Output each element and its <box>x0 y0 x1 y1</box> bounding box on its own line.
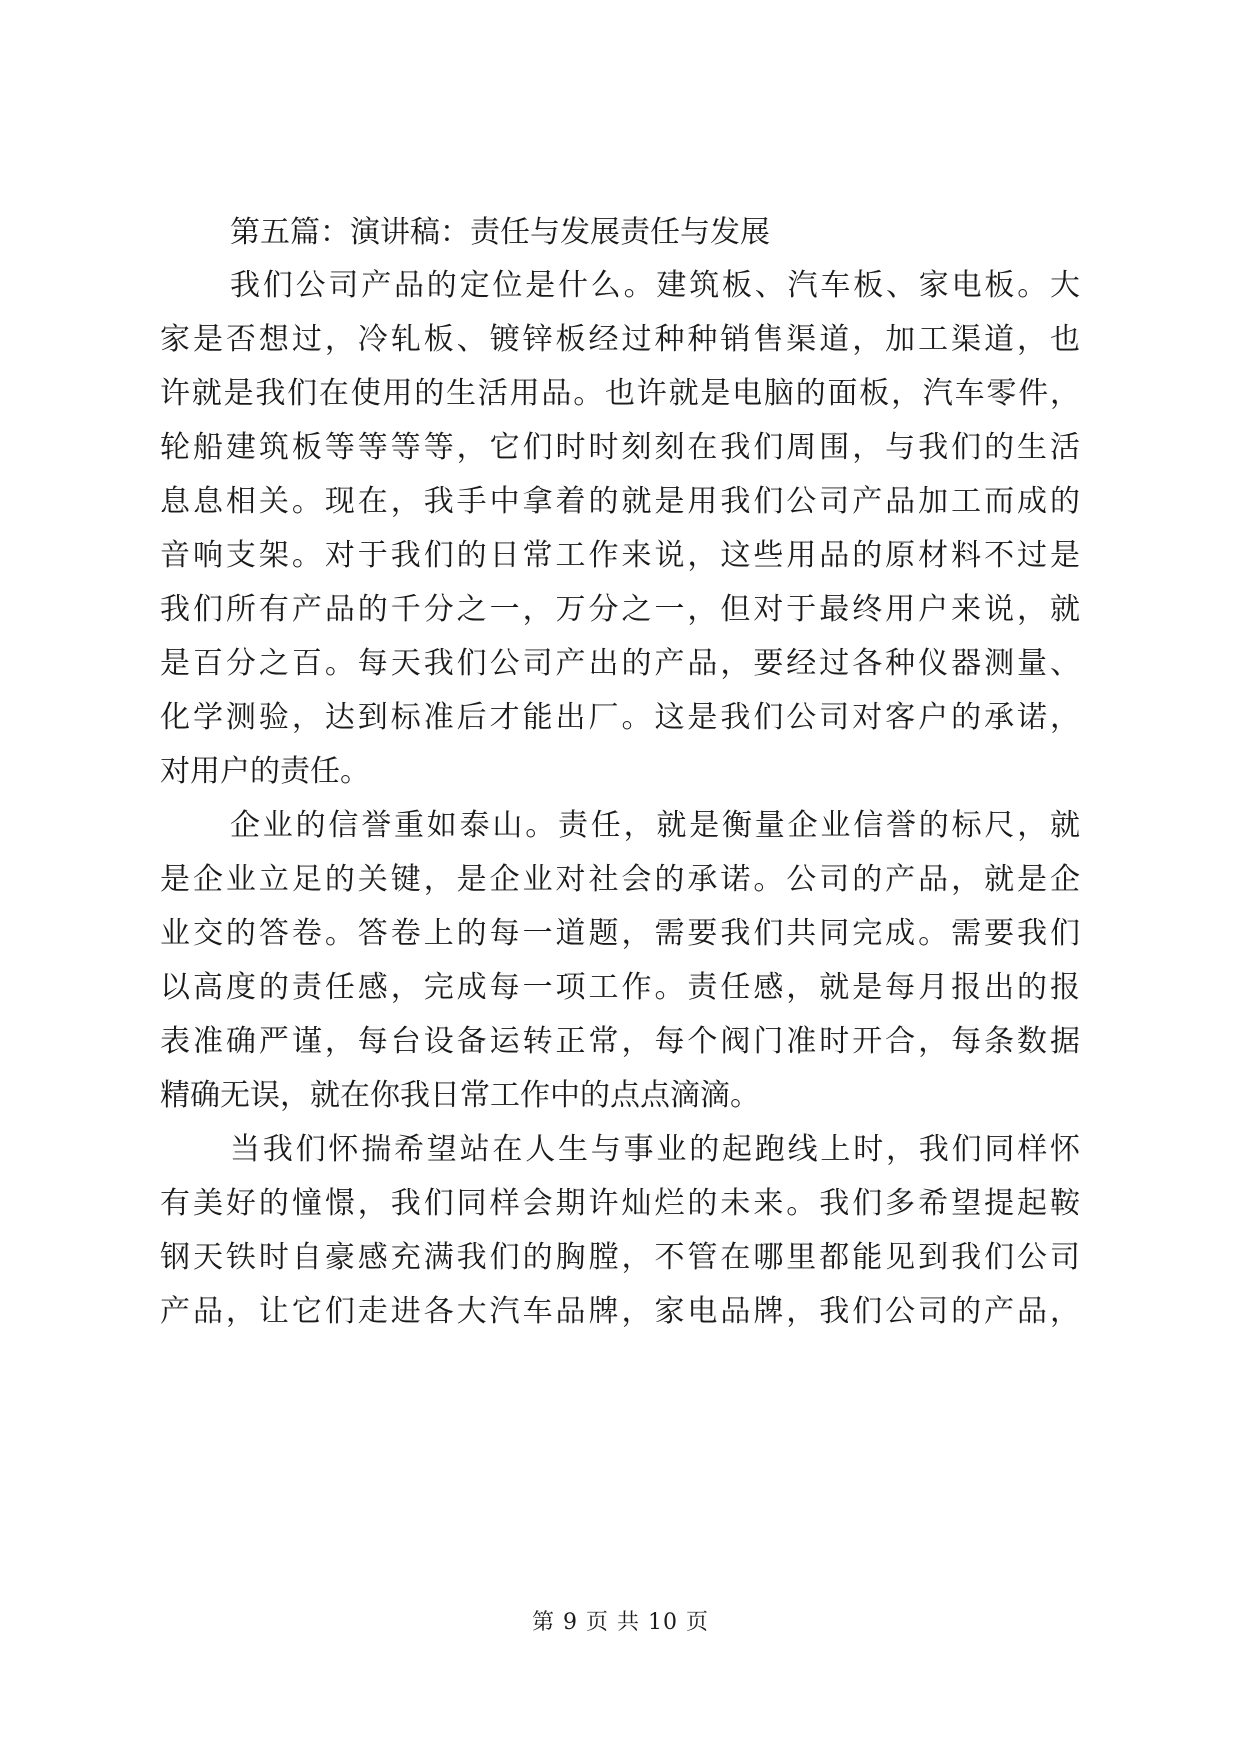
paragraph-2-line-2: 是企业立足的关键，是企业对社会的承诺。公司的产品，就是企 <box>160 862 1080 897</box>
paragraph-2-line-4: 以高度的责任感，完成每一项工作。责任感，就是每月报出的报 <box>160 970 1080 1005</box>
paragraph-1-line-2: 家是否想过，冷轧板、镀锌板经过种种销售渠道，加工渠道，也 <box>160 322 1080 357</box>
paragraph-2-line-1: 企业的信誉重如泰山。责任，就是衡量企业信誉的标尺，就 <box>230 808 1080 843</box>
paragraph-3-line-4: 产品，让它们走进各大汽车品牌，家电品牌，我们公司的产品， <box>160 1294 1080 1329</box>
paragraph-2-line-5: 表准确严谨，每台设备运转正常，每个阀门准时开合，每条数据 <box>160 1024 1080 1059</box>
paragraph-2-line-6: 精确无误，就在你我日常工作中的点点滴滴。 <box>160 1078 760 1113</box>
paragraph-1-line-1: 我们公司产品的定位是什么。建筑板、汽车板、家电板。大 <box>230 268 1080 303</box>
paragraph-1-line-10: 对用户的责任。 <box>160 754 370 789</box>
paragraph-3-line-2: 有美好的憧憬，我们同样会期许灿烂的未来。我们多希望提起鞍 <box>160 1186 1080 1221</box>
paragraph-1-line-5: 息息相关。现在，我手中拿着的就是用我们公司产品加工而成的 <box>160 484 1080 519</box>
paragraph-1-line-3: 许就是我们在使用的生活用品。也许就是电脑的面板，汽车零件， <box>160 376 1080 411</box>
paragraph-3-line-3: 钢天铁时自豪感充满我们的胸膛，不管在哪里都能见到我们公司 <box>160 1240 1080 1275</box>
paragraph-1-line-6: 音响支架。对于我们的日常工作来说，这些用品的原材料不过是 <box>160 538 1080 573</box>
paragraph-1-line-7: 我们所有产品的千分之一，万分之一，但对于最终用户来说，就 <box>160 592 1080 627</box>
paragraph-3-line-1: 当我们怀揣希望站在人生与事业的起跑线上时，我们同样怀 <box>230 1132 1080 1167</box>
paragraph-1-line-4: 轮船建筑板等等等等，它们时时刻刻在我们周围，与我们的生活 <box>160 430 1080 465</box>
page-number-footer: 第 9 页 共 10 页 <box>532 1610 709 1635</box>
document-title: 第五篇：演讲稿：责任与发展责任与发展 <box>230 215 770 250</box>
paragraph-1-line-9: 化学测验，达到标准后才能出厂。这是我们公司对客户的承诺， <box>160 700 1080 735</box>
paragraph-2-line-3: 业交的答卷。答卷上的每一道题，需要我们共同完成。需要我们 <box>160 916 1080 951</box>
paragraph-1-line-8: 是百分之百。每天我们公司产出的产品，要经过各种仪器测量、 <box>160 646 1080 681</box>
